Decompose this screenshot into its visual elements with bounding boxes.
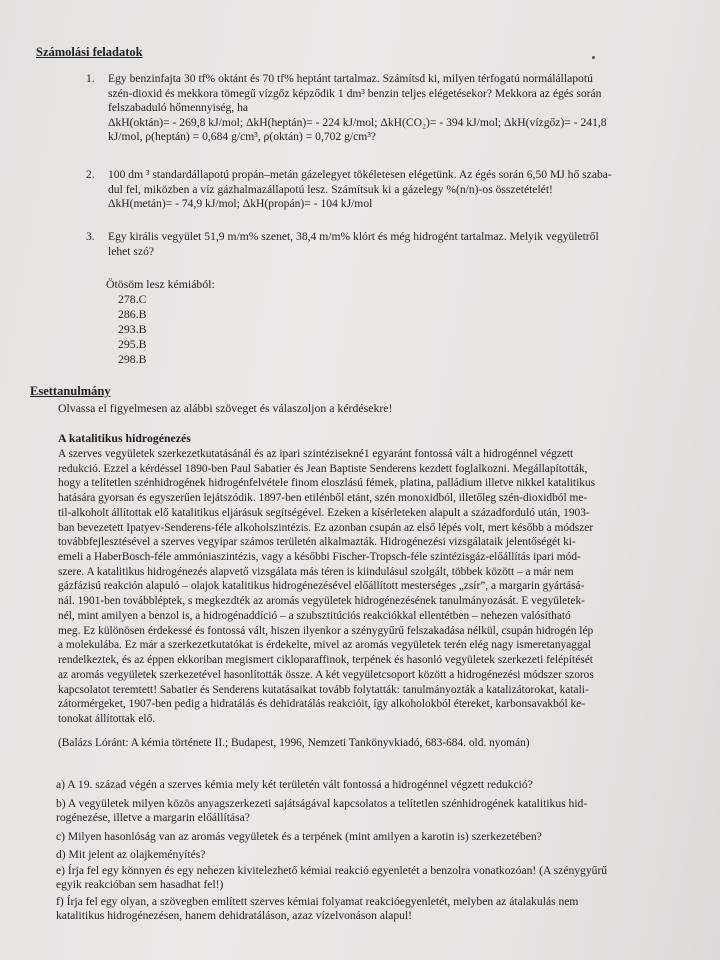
answer-code: 298.B [118, 352, 147, 366]
question-d [56, 848, 668, 862]
answer-code: 293.B [118, 322, 147, 336]
article-line: hogy a telítetlen szénhidrogének hidrogénfelvétele finom eloszlású fémek, platina, palládium illetve nikkel katalitikus [58, 477, 596, 490]
section-title-calculations: Számolási feladatok [36, 45, 143, 59]
article-line: továbbfejlesztésével a szerves vegyipar számos területén alkalmazták. Hidrogénezési vizsgálataik jelentőségét ki- [58, 536, 576, 549]
citation [58, 736, 670, 751]
problem-line: dul fel, miközben a víz gázhalmazállapotú lesz. Számítsuk ki a gázelegy %(n/n)-os összetételét! [108, 182, 553, 196]
question-line: d) Mit jelent az olajkeményítés? [56, 848, 206, 861]
problem-line: szén-dioxid és mekkora tömegű vízgőz képződik 1 dm³ benzin teljes elégetésekor? Mekkora az égés során [108, 86, 602, 100]
article-line: A szerves vegyületek szerkezetkutatásánál és az ipari szintézisekné1 egyaránt fontossá vált a hidrogénnel végzett [58, 448, 574, 460]
article-line: nál. 1901-ben továbbléptek, s megkezdték az aromás vegyületek hidrogénezésének tanulmányozását. E vegyületek- [58, 595, 585, 608]
section-title-case-study: Esettanulmány [30, 384, 111, 398]
article-line: zátormérgeket, 1907-ben pedig a hidratálás és dehidratálás reakcióit, így alkoholokból étereket, karbonsavakból ke- [58, 698, 586, 711]
article-line: gázfázisú reakción alapuló – olajok katalitikus hidrogénezésével előállított mesterséges „zsír”, a margarin gyártásá- [58, 580, 585, 593]
question-line: katalitikus hidrogénezésen, hanem dehidratáláson, azaz vízelvonáson alapul! [56, 909, 413, 923]
problem-line: felszabaduló hőmennyiség, ha [108, 101, 249, 115]
problem-line: lehet szó? [108, 244, 155, 258]
article-line: tonokat állítottak elő. [58, 712, 156, 725]
article-line: nél, mint amilyen a benzol is, a hidrogénaddíció – a szubsztitúciós reakciókkal ellentétben – nehezen valósítható [58, 609, 571, 622]
question-f [56, 895, 668, 923]
question-b [56, 797, 668, 825]
article-line: meg. Ez különösen érdekessé és fontossá vált, hiszen ilyenkor a szénygyűrű felszakadása nélkül, csupán hidrogén lép [58, 624, 594, 637]
question-line: c) Milyen hasonlóság van az aromás vegyületek és a terpének (mint amilyen a karotin is) szerkezetében? [56, 830, 542, 843]
citation-text: (Balázs Lóránt: A kémia története II.; Budapest, 1996, Nemzeti Tankönyvkiadó, 683-684. old. nyomán) [58, 737, 530, 749]
problem-line: 100 dm ³ standardállapotú propán–metán gázelegyet tökéletesen elégetünk. Az égés során 6,50 MJ hő szaba- [108, 168, 612, 181]
article-line: rendelkeztek, és az éppen ekkoriban megismert cikloparaffinok, terpének és hasonló vegyületek szerkezeti felépítését [58, 654, 593, 667]
question-line: a) A 19. század végén a szerves kémia mely két területén vált fontossá a hidrogénnel végzett redukció? [56, 778, 533, 791]
article-title-text: A katalitikus hidrogénezés [58, 431, 191, 445]
article-line: emeli a HaberBosch-féle ammóniaszintézis, vagy a későbbi Fischer-Tropsch-féle szintézisgáz-előállítás ipari mód- [58, 551, 581, 564]
article-line: til-alkoholt állítottak elő katalitikus eljárásuk segítségével. Ezeken a kísérleteken alapult a századforduló után, 1903- [58, 506, 590, 519]
question-line: f) Írja fel egy olyan, a szövegben említett szerves kémiai folyamat reakcióegyenletét, melyben az átalakulás nem [56, 895, 579, 908]
problem-line: Egy benzinfajta 30 tf% oktánt és 70 tf% heptánt tartalmaz. Számítsd ki, milyen térfogatú normálállapotú [108, 72, 593, 85]
problem-3 [86, 230, 664, 259]
instruction [58, 401, 670, 416]
answer-list [106, 277, 215, 367]
paper-speck [592, 56, 595, 59]
article-line: ban bevezetett Ipatyev-Senderens-féle alkoholszintézis. Ez azonban csupán az első lépés volt, mert később a módszer [58, 521, 594, 534]
problem-number: 2. [86, 168, 95, 181]
question-line: b) A vegyületek milyen közös anyagszerkezeti sajátságával kapcsolatos a telítetlen szénhidrogének katalitikus hid- [56, 797, 588, 810]
question-e [56, 864, 668, 892]
article-body [58, 447, 670, 727]
problem-line: ΔkH(oktán)= - 269,8 kJ/mol; ΔkH(heptán)= - 224 kJ/mol; ΔkH(CO₂)= - 394 kJ/mol; ΔkH(vízgőz)= - 241,8 [108, 115, 607, 129]
problem-2 [86, 168, 664, 212]
article-line: redukció. Ezzel a kérdéssel 1890-ben Paul Sabatier és Jean Baptiste Senderens kezdett foglalkozni. Megállapították, [58, 462, 588, 475]
question-line: rogénezése, illetve a margarin előállítása? [56, 811, 250, 825]
article-title [58, 431, 670, 446]
answer-code: 295.B [118, 337, 147, 351]
answers-intro: Ötösöm lesz kémiából: [106, 277, 215, 291]
article-line: kapcsolatot teremtett! Sabatier és Senderens kutatásaikat tovább folytatták: tanulmányozták a katalizátorokat, katali- [58, 683, 589, 696]
instruction-text: Olvassa el figyelmesen az alábbi szöveget és válaszoljon a kérdésekre! [58, 401, 393, 415]
question-c [56, 830, 668, 844]
problem-line: Egy királis vegyület 51,9 m/m% szenet, 38,4 m/m% klórt és még hidrogént tartalmaz. Melyik vegyületről [108, 230, 599, 243]
article-line: hatására gyorsan és egyszerűen lejátszódik. 1897-ben etilénből etánt, szén monoxidból, illetőleg szén-dioxidból me- [58, 492, 588, 505]
answer-code: 278.C [118, 292, 147, 306]
problem-number: 1. [86, 72, 95, 85]
question-a [56, 778, 668, 792]
article-line: a molekulába. Ez már a szerkezetkutatókat is érdekelte, mivel az aromás vegyületek terén elég nagy ismeretanyaggal [58, 639, 591, 652]
problem-line: kJ/mol, ρ(heptán) = 0,684 g/cm³, ρ(oktán) = 0,702 g/cm³? [108, 130, 376, 144]
problem-line: ΔkH(metán)= - 74,9 kJ/mol; ΔkH(propán)= - 104 kJ/mol [108, 197, 373, 211]
problem-number: 3. [86, 230, 95, 243]
question-line: e) Írja fel egy könnyen és egy nehezen kivitelezhető kémiai reakció egyenletét a benzolra vonatkozóan! (A szénygyűrű [56, 864, 608, 877]
problem-1 [86, 72, 664, 145]
article-line: az aromás vegyületek szerkezetével hasonlították össze. A két vegyületcsoport között a hidrogénezési módszer szoros [58, 668, 594, 681]
answer-code: 286.B [118, 307, 147, 321]
question-line: egyik reakcióban sem hasadhat fel!) [56, 878, 224, 892]
article-line: szere. A katalitikus hidrogénezés alapvető vizsgálata más téren is kiindulásul szolgált, többek között – a már nem [58, 565, 574, 578]
